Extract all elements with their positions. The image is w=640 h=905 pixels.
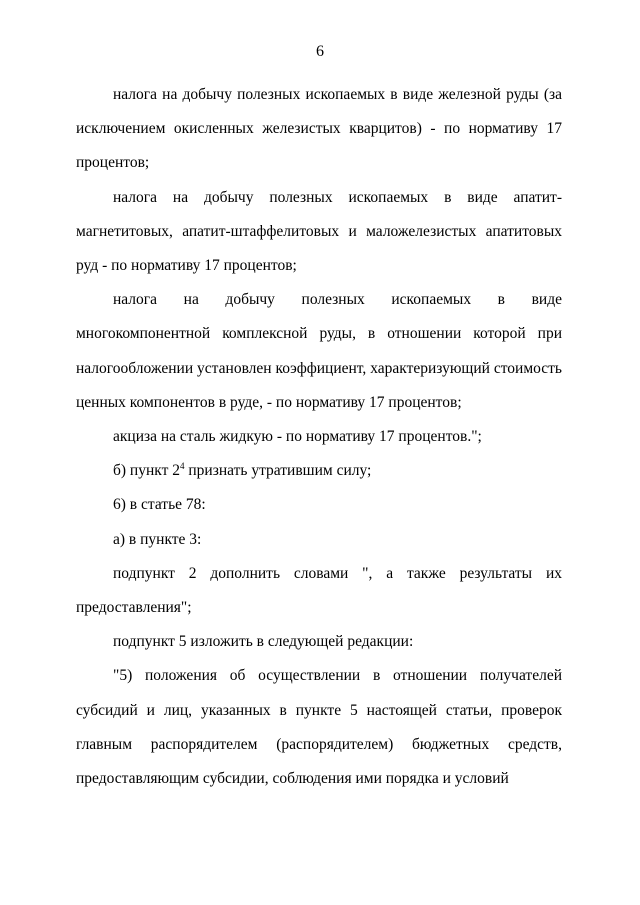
item-b-rest: признать утратившим силу;	[184, 462, 372, 480]
paragraph-subpoint-2: подпункт 2 дополнить словами ", а также результаты их предоставления";	[76, 564, 562, 617]
superscript-index: 4	[180, 461, 185, 472]
page-number: 6	[316, 43, 324, 60]
paragraph-article-78: 6) в статье 78:	[113, 496, 206, 514]
item-b-text: б) пункт 2	[113, 462, 180, 480]
paragraph-ore-tax: налога на добычу полезных ископаемых в виде железной руды (за исключением окисленных железистых кварцитов) - по нормативу 17 процентов;	[76, 86, 562, 172]
paragraph-point-3: а) в пункте 3:	[113, 530, 202, 548]
paragraph-item-b	[76, 454, 562, 488]
paragraph-multicomponent-tax: налога на добычу полезных ископаемых в виде многокомпонентной комплексной руды, в отношении которой при налогообложении установлен коэффициент, характеризующий стоимость ценных компонентов в руде, - по нормативу 17 процентов;	[76, 291, 562, 411]
paragraph-steel-excise: акциза на сталь жидкую - по нормативу 17 процентов.";	[113, 428, 482, 446]
paragraph-subpoint-5-text: "5) положения об осуществлении в отношении получателей субсидий и лиц, указанных в пункте 5 настоящей статьи, проверок главным распорядителем (распорядителем) бюджетных средств, предоставляющим субсидии, соблюдения ими порядка и условий	[76, 667, 562, 788]
document-body	[76, 78, 562, 796]
paragraph-apatite-tax: налога на добычу полезных ископаемых в виде апатит-магнетитовых, апатит-штаффелитовых и маложелезистых апатитовых руд - по нормативу 17 процентов;	[76, 188, 562, 275]
paragraph-subpoint-5-intro: подпункт 5 изложить в следующей редакции:	[113, 633, 414, 651]
